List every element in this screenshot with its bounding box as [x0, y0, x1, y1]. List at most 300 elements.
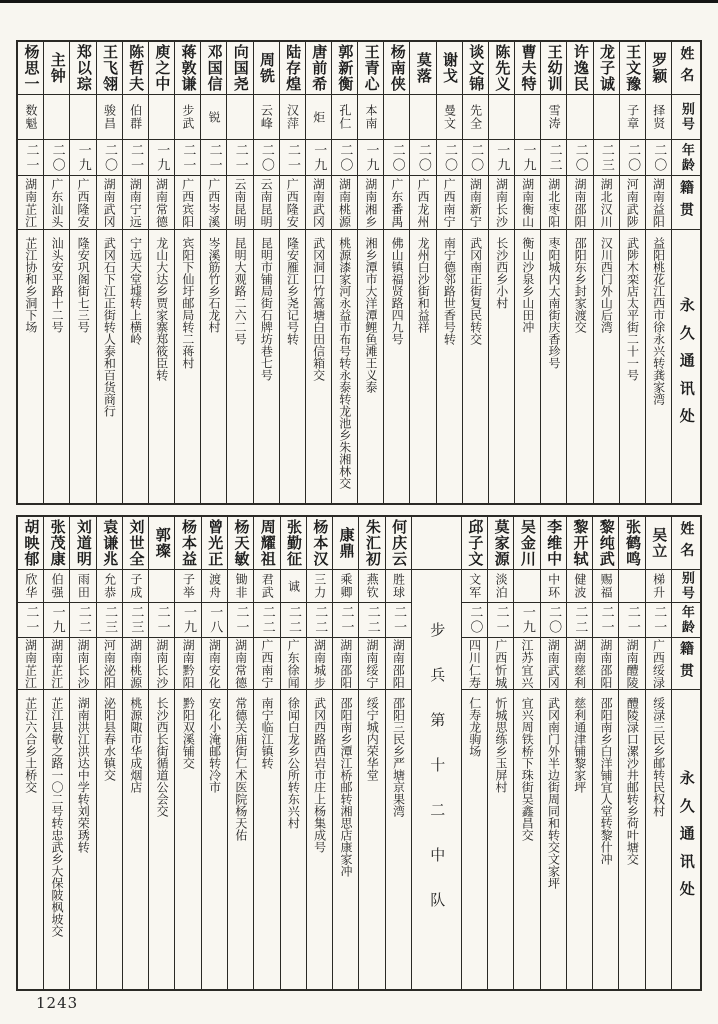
entry-column [70, 42, 96, 503]
entry-address: 安化小淹邮转冷市 [207, 697, 222, 793]
entry-native-place-cell [646, 176, 671, 230]
entry-column [515, 42, 541, 503]
entry-address-cell [201, 230, 226, 503]
entry-native-place-cell [201, 176, 226, 230]
header-label-name: 姓名 [678, 521, 695, 565]
unit-cell [412, 570, 461, 989]
entry-column [593, 517, 619, 989]
entry-name-cell [384, 42, 409, 95]
entry-address: 衡山沙泉乡山田冲 [520, 237, 535, 333]
entry-address: 南宁德邻路世香号转 [442, 237, 457, 345]
entry-column [620, 42, 646, 503]
entry-alias: 允恭 [102, 573, 117, 599]
entry-native-place: 江苏宜兴 [520, 638, 535, 689]
entry-age-cell [488, 603, 513, 638]
entry-alias-cell [44, 570, 69, 603]
entry-address-cell [489, 230, 514, 503]
entry-address-cell [254, 230, 279, 503]
entry-name: 胡映郁 [22, 519, 41, 567]
entry-address: 邵阳东乡封家渡交 [573, 237, 588, 333]
entry-alias: 伯强 [50, 573, 65, 599]
entry-native-place: 湖南芷江 [49, 638, 64, 689]
entry-name: 康鼎 [337, 527, 356, 559]
entry-alias-cell [594, 95, 619, 140]
entry-alias-cell [541, 95, 566, 140]
entry-alias-cell [18, 95, 43, 140]
entry-name: 王飞翎 [101, 44, 120, 92]
entry-age: 一八 [207, 605, 223, 635]
entry-age: 二〇 [389, 142, 405, 173]
entry-age-cell [515, 140, 540, 176]
entry-alias: 伯群 [128, 104, 143, 130]
entry-column [306, 42, 332, 503]
entry-native-place-cell [202, 638, 227, 690]
entry-address-cell [462, 690, 487, 989]
entry-name-cell [594, 42, 619, 95]
entry-native-place-cell [567, 638, 592, 690]
entry-name-cell [254, 42, 279, 95]
entry-name: 谢戈 [441, 52, 460, 84]
entry-address-cell [541, 230, 566, 503]
entry-alias-cell [227, 95, 252, 140]
entry-alias: 云峰 [259, 104, 274, 130]
entry-alias: 欣华 [23, 573, 38, 599]
entry-age-cell [514, 603, 539, 638]
entry-name-cell [619, 517, 644, 570]
entry-address-cell [567, 230, 592, 503]
roster-table-top [16, 40, 702, 505]
entry-alias-cell [201, 95, 226, 140]
unit-label: 步兵第十二中队 [428, 622, 447, 937]
entry-column [97, 42, 123, 503]
entry-native-place: 湖南长沙 [154, 638, 169, 689]
entry-name: 袁谦兆 [101, 519, 120, 567]
entry-address-cell [359, 690, 384, 989]
entry-native-place: 湖南衡山 [520, 177, 535, 228]
entry-native-place-cell [514, 638, 539, 690]
entry-column [359, 517, 385, 989]
entry-native-place-cell [175, 638, 200, 690]
entry-native-place-cell [541, 638, 566, 690]
entry-column [488, 517, 514, 989]
entry-native-place: 广西隆安 [75, 177, 90, 228]
entry-column [332, 42, 358, 503]
entry-alias-cell [280, 95, 305, 140]
entry-address: 常德关庙街仁术医院杨天佑 [233, 697, 248, 841]
entry-address: 宁远天堂墟转上横岭 [128, 237, 143, 345]
entry-column [18, 517, 44, 989]
entry-native-place: 湖南宁远 [128, 177, 143, 228]
header-alias-cell [672, 95, 700, 140]
entry-column [463, 42, 489, 503]
entry-name: 龙子诚 [597, 44, 616, 92]
entry-age: 二〇 [468, 142, 484, 173]
entry-address-cell [123, 230, 148, 503]
entry-column [567, 517, 593, 989]
entry-address-cell [567, 690, 592, 989]
entry-address: 宜兴周铁桥下珠街吴鑫昌交 [520, 697, 535, 841]
entry-age-cell [123, 603, 148, 638]
entry-alias-cell [386, 570, 411, 603]
entry-address-cell [280, 230, 305, 503]
entry-name: 张茂康 [48, 519, 67, 567]
unit-empty-cell [412, 517, 461, 570]
entry-age-cell [97, 140, 122, 176]
header-native-cell [672, 638, 700, 690]
entry-name-cell [541, 42, 566, 95]
entry-address-cell [488, 690, 513, 989]
entry-age-cell [44, 140, 69, 176]
entry-name-cell [280, 42, 305, 95]
header-age-cell [672, 140, 700, 176]
entry-age-cell [619, 603, 644, 638]
entry-name-cell [463, 42, 488, 95]
entry-column [541, 42, 567, 503]
entry-address: 武冈南正街复民转交 [468, 237, 483, 345]
entry-name: 杨天敏 [232, 519, 251, 567]
entry-address-cell [281, 690, 306, 989]
entry-age-cell [489, 140, 514, 176]
entry-address-cell [44, 230, 69, 503]
entry-address-cell [515, 230, 540, 503]
entry-address: 南宁临江镇转 [260, 697, 275, 769]
entry-native-place: 湖南邵阳 [338, 638, 353, 689]
entry-name-cell [515, 42, 540, 95]
entry-alias: 数魁 [23, 104, 38, 130]
entry-name-cell [149, 42, 174, 95]
entry-column [384, 42, 410, 503]
entry-age: 一九 [363, 142, 379, 173]
entry-address: 慈利通津铺黎家坪 [572, 697, 587, 793]
entry-age: 二〇 [467, 605, 483, 635]
entry-age: 二一 [338, 605, 354, 635]
entry-native-place: 湖南常德 [233, 638, 248, 689]
entry-name: 向国尧 [231, 44, 250, 92]
entry-alias-cell [307, 570, 332, 603]
entry-age: 二一 [493, 605, 509, 635]
header-label-native: 籍贯 [678, 641, 694, 686]
entry-address-cell [254, 690, 279, 989]
entry-native-place: 湖南武冈 [102, 177, 117, 228]
entry-column [254, 517, 280, 989]
entry-native-place: 湖南湘乡 [363, 177, 378, 228]
entry-age: 二一 [154, 605, 170, 635]
entry-native-place: 河南武陟 [625, 177, 640, 228]
entry-name: 黎开轼 [571, 519, 590, 567]
entry-name-cell [593, 517, 618, 570]
entry-address-cell [306, 230, 331, 503]
entry-name-cell [489, 42, 514, 95]
entry-column [18, 42, 44, 503]
entry-native-place: 湖南常德 [154, 177, 169, 228]
entry-name: 吴立 [650, 527, 669, 559]
entry-name: 杨南侠 [388, 44, 407, 92]
entry-name: 张勤征 [285, 519, 304, 567]
entry-address-cell [97, 690, 122, 989]
entry-name-cell [488, 517, 513, 570]
entry-native-place-cell [307, 638, 332, 690]
entry-name-cell [541, 517, 566, 570]
entry-address: 芷江六合乡土桥交 [23, 697, 38, 793]
entry-native-place: 湖南安化 [207, 638, 222, 689]
entry-name-cell [254, 517, 279, 570]
entry-alias-cell [359, 570, 384, 603]
entry-alias-cell [175, 570, 200, 603]
entry-alias-cell [306, 95, 331, 140]
entry-alias: 燕钦 [365, 573, 380, 599]
header-address-cell [672, 230, 700, 503]
entry-name-cell [567, 42, 592, 95]
entry-alias-cell [646, 95, 671, 140]
entry-name-cell [358, 42, 383, 95]
entry-name-cell [44, 42, 69, 95]
entry-age: 二〇 [49, 142, 65, 173]
entry-name: 许逸民 [571, 44, 590, 92]
entry-address: 枣阳城内大南街庆香珍号 [547, 237, 562, 369]
entry-address: 仁寿龙驹场 [467, 697, 482, 757]
entry-age: 二一 [128, 142, 144, 173]
entry-age: 二一 [233, 605, 249, 635]
entry-alias: 先全 [468, 104, 483, 130]
header-column [672, 42, 700, 503]
entry-name: 刘世全 [127, 519, 146, 567]
entry-name: 邱子文 [466, 519, 485, 567]
entry-age: 二二 [364, 605, 380, 635]
entry-address: 武冈洞口竹篙塘白田信箱交 [311, 237, 326, 381]
entry-address: 黔阳双溪铺交 [181, 697, 196, 769]
entry-column [175, 517, 201, 989]
entry-native-place: 广东汕头 [49, 177, 64, 228]
entry-age: 二〇 [337, 142, 353, 173]
entry-native-place-cell [227, 176, 252, 230]
entry-native-place: 湖南醴陵 [625, 638, 640, 689]
entry-native-place-cell [333, 638, 358, 690]
entry-address: 忻城思练乡玉屏村 [494, 697, 508, 793]
entry-alias: 文军 [467, 573, 482, 599]
entry-age-cell [201, 140, 226, 176]
entry-alias-cell [228, 570, 253, 603]
header-label-alias: 别号 [678, 571, 694, 601]
entry-age-cell [646, 603, 671, 638]
entry-name-cell [97, 517, 122, 570]
entry-name-cell [227, 42, 252, 95]
entry-column [123, 517, 149, 989]
entry-address-cell [646, 230, 671, 503]
entry-address-cell [514, 690, 539, 989]
entry-age-cell [541, 603, 566, 638]
entry-age: 二二 [546, 142, 562, 173]
entry-name: 王幼训 [545, 44, 564, 92]
entry-native-place-cell [594, 176, 619, 230]
entry-alias-cell [489, 95, 514, 140]
entry-address: 徐闻白龙乡公所转东兴村 [286, 697, 301, 829]
entry-native-place-cell [646, 638, 671, 690]
entry-name: 谈文锦 [467, 44, 486, 92]
entry-address: 武陟木栾店太平街二十一号 [625, 237, 640, 381]
entry-column [386, 517, 412, 989]
entry-age-cell [202, 603, 227, 638]
entry-native-place-cell [384, 176, 409, 230]
entry-name: 杨思一 [22, 44, 41, 92]
entry-age-cell [359, 603, 384, 638]
entry-age: 一九 [75, 142, 91, 173]
entry-age: 二一 [23, 605, 39, 635]
entry-alias: 诚 [286, 579, 301, 593]
entry-name-cell [462, 517, 487, 570]
entry-age-cell [333, 603, 358, 638]
entry-age: 二二 [312, 605, 328, 635]
entry-column [97, 517, 123, 989]
entry-column [307, 517, 333, 989]
entry-alias: 子章 [625, 104, 640, 130]
entry-alias: 子举 [181, 573, 196, 599]
header-label-age: 年龄 [678, 605, 694, 635]
entry-alias: 炬 [311, 110, 326, 124]
entry-alias: 淡泊 [494, 573, 509, 599]
entry-age: 一九 [519, 605, 535, 635]
entry-native-place-cell [254, 638, 279, 690]
entry-column [175, 42, 201, 503]
entry-native-place-cell [18, 638, 43, 690]
entry-column [123, 42, 149, 503]
entry-address-cell [437, 230, 462, 503]
entry-name-cell [332, 42, 357, 95]
entry-native-place: 湖南长沙 [76, 638, 91, 689]
entry-name-cell [70, 517, 95, 570]
entry-name: 曾光正 [206, 519, 225, 567]
entry-address: 武冈南门外半边街周同和转交文家坪 [546, 697, 561, 889]
entry-alias: 择贤 [651, 104, 666, 130]
entry-native-place-cell [620, 176, 645, 230]
entry-alias: 锄非 [233, 573, 248, 599]
entry-age: 二一 [391, 605, 407, 635]
entry-native-place-cell [18, 176, 43, 230]
entry-address: 汉川西门外山后湾 [599, 237, 614, 333]
entry-alias-cell [281, 570, 306, 603]
entry-address-cell [620, 230, 645, 503]
entry-address-cell [97, 230, 122, 503]
entry-age: 二二 [75, 605, 91, 635]
entry-address: 隆安巩阁街七三号 [76, 237, 91, 333]
entry-native-place-cell [280, 176, 305, 230]
header-name-cell [672, 517, 700, 570]
entry-age-cell [307, 603, 332, 638]
header-column [672, 517, 700, 989]
entry-native-place: 湖北汉川 [599, 177, 614, 228]
entry-alias: 子成 [128, 573, 143, 599]
entry-native-place-cell [254, 176, 279, 230]
entry-address-cell [463, 230, 488, 503]
entry-age-cell [123, 140, 148, 176]
entry-name-cell [281, 517, 306, 570]
entry-native-place: 河南泌阳 [102, 638, 117, 689]
entry-column [201, 42, 227, 503]
header-native-cell [672, 176, 700, 230]
entry-native-place: 云南昆明 [259, 177, 274, 228]
entry-alias: 曼文 [442, 104, 457, 130]
entry-age-cell [227, 140, 252, 176]
entry-name: 陆存煌 [284, 44, 303, 92]
entry-native-place-cell [123, 176, 148, 230]
entry-age-cell [567, 140, 592, 176]
entry-age: 二一 [598, 605, 614, 635]
entry-address: 佛山镇福贤路四九号 [390, 237, 405, 345]
entry-native-place: 湖南城步 [312, 638, 327, 689]
entry-address: 绥渌三民乡邮转民权村 [651, 697, 666, 817]
entry-column [70, 517, 96, 989]
entry-alias-cell [462, 570, 487, 603]
entry-age: 二一 [180, 142, 196, 173]
entry-address: 岑溪筋竹乡石龙村 [207, 237, 221, 333]
entry-age-cell [254, 603, 279, 638]
entry-age: 二〇 [651, 142, 667, 173]
entry-age: 一九 [311, 142, 327, 173]
entry-address-cell [593, 690, 618, 989]
entry-native-place: 湖南邵阳 [391, 638, 406, 689]
entry-alias-cell [70, 95, 95, 140]
entry-native-place-cell [44, 176, 69, 230]
entry-column [202, 517, 228, 989]
entry-age-cell [149, 603, 174, 638]
entry-native-place-cell [281, 638, 306, 690]
entry-alias: 赐福 [599, 573, 614, 599]
entry-age: 二三 [128, 605, 144, 635]
entry-alias-cell [149, 570, 174, 603]
entry-name: 陈先义 [493, 44, 512, 92]
entry-native-place-cell [97, 638, 122, 690]
entry-native-place-cell [437, 176, 462, 230]
entry-age: 二二 [259, 605, 275, 635]
entry-age: 二〇 [258, 142, 274, 173]
entry-alias-cell [515, 95, 540, 140]
entry-alias-cell [333, 570, 358, 603]
entry-address-cell [123, 690, 148, 989]
entry-age-cell [463, 140, 488, 176]
entry-name-cell [386, 517, 411, 570]
entry-native-place: 湖南邵阳 [572, 177, 587, 228]
entry-age: 二〇 [101, 142, 117, 173]
entry-alias-cell [123, 95, 148, 140]
entry-age-cell [620, 140, 645, 176]
entry-age: 二〇 [441, 142, 457, 173]
entry-alias: 步武 [180, 104, 195, 130]
entry-age-cell [70, 603, 95, 638]
entry-name: 莫家源 [492, 519, 511, 567]
entry-address-cell [202, 690, 227, 989]
header-label-native: 籍贯 [678, 180, 694, 225]
entry-native-place-cell [567, 176, 592, 230]
header-label-name: 姓名 [678, 46, 695, 90]
entry-address-cell [410, 230, 435, 503]
entry-name-cell [228, 517, 253, 570]
entry-native-place-cell [70, 638, 95, 690]
entry-native-place-cell [488, 638, 513, 690]
entry-name: 唐前希 [310, 44, 329, 92]
entry-native-place-cell [358, 176, 383, 230]
entry-alias: 胜球 [391, 573, 406, 599]
entry-age: 一九 [180, 605, 196, 635]
entry-address: 长沙西长街循道公会交 [155, 697, 170, 817]
entry-alias-cell [646, 570, 671, 603]
entry-alias: 健波 [572, 573, 587, 599]
entry-age-cell [149, 140, 174, 176]
entry-name: 黎纯武 [597, 519, 616, 567]
entry-native-place-cell [228, 638, 253, 690]
entry-alias-cell [514, 570, 539, 603]
entry-alias-cell [358, 95, 383, 140]
entry-native-place-cell [44, 638, 69, 690]
entry-native-place: 广西南宁 [442, 177, 457, 228]
